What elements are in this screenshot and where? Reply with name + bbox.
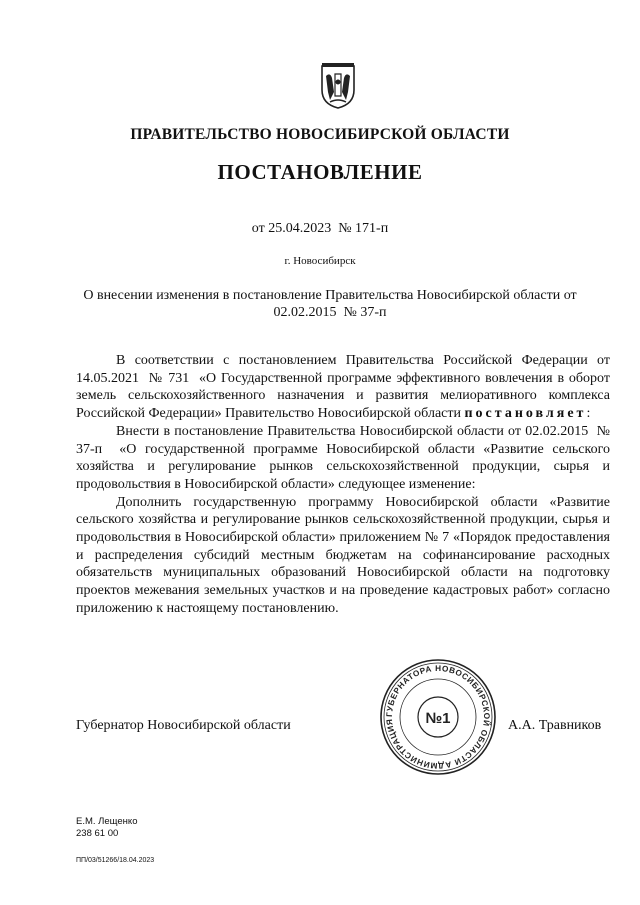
document-type: ПОСТАНОВЛЕНИЕ [217, 160, 423, 184]
document-date-number: от 25.04.2023 № 171-п [251, 221, 389, 236]
document-code: ПП/03/51266/18.04.2023 [76, 857, 155, 864]
official-stamp-icon [378, 657, 498, 777]
stamp-number: №1 [425, 710, 451, 727]
body-paragraph-2: Внести в постановление Правительства Новосибирской области от 02.02.2015 № 37-п «О государственной программе Новосибирской области «Развитие сельского хозяйства и регулирование рынков сельскохозяйственной продукции, сырья и продовольствия в Новосибирской области» следующее изменение: [76, 423, 614, 492]
body-paragraph-3: Дополнить государственную программу Новосибирской области «Развитие сельского хозяйства и регулирование рынков сельскохозяйственной продукции, сырья и продовольствия в Новосибирской области» приложением № 7 «Порядок предоставления и распределения субсидий местным бюджетам на софинансирование расходных обязательств муниципальных образований Новосибирской области на подготовку проектов межевания земельных участков и на проведение кадастровых работ» согласно приложению к настоящему постановлению. [76, 494, 614, 616]
body-paragraph-1 [76, 352, 614, 423]
government-title: ПРАВИТЕЛЬСТВО НОВОСИБИРСКОЙ ОБЛАСТИ [130, 126, 510, 143]
document-subject: О внесении изменения в постановление Правительства Новосибирской области от 02.02.2015 № 37-п [83, 288, 581, 320]
executor-phone: 238 61 00 [76, 828, 119, 839]
resolves-word: постановляет [464, 406, 587, 422]
stamp-ring-text: ГУБЕРНАТОРА НОВОСИБИРСКОЙ ОБЛАСТИ АДМИНИСТРАЦИЯ [384, 663, 492, 771]
document-body [76, 352, 614, 618]
document-city: г. Новосибирск [284, 255, 356, 267]
signatory-name: А.А. Травников [508, 718, 602, 733]
signatory-position: Губернатор Новосибирской области [76, 718, 291, 733]
body-paragraph-1-end: : [586, 406, 591, 422]
body-paragraph-1-text: В соответствии с постановлением Правительства Российской Федерации от 14.05.2021 № 731 «О Государственной программе эффективного вовлечения в оборот земель сельскохозяйственного назначения и развития мелиоративного комплекса Российской Федерации» Правительство Новосибирской области [76, 353, 614, 422]
coat-of-arms-icon [318, 62, 358, 110]
executor-name: Е.М. Лещенко [76, 816, 138, 827]
